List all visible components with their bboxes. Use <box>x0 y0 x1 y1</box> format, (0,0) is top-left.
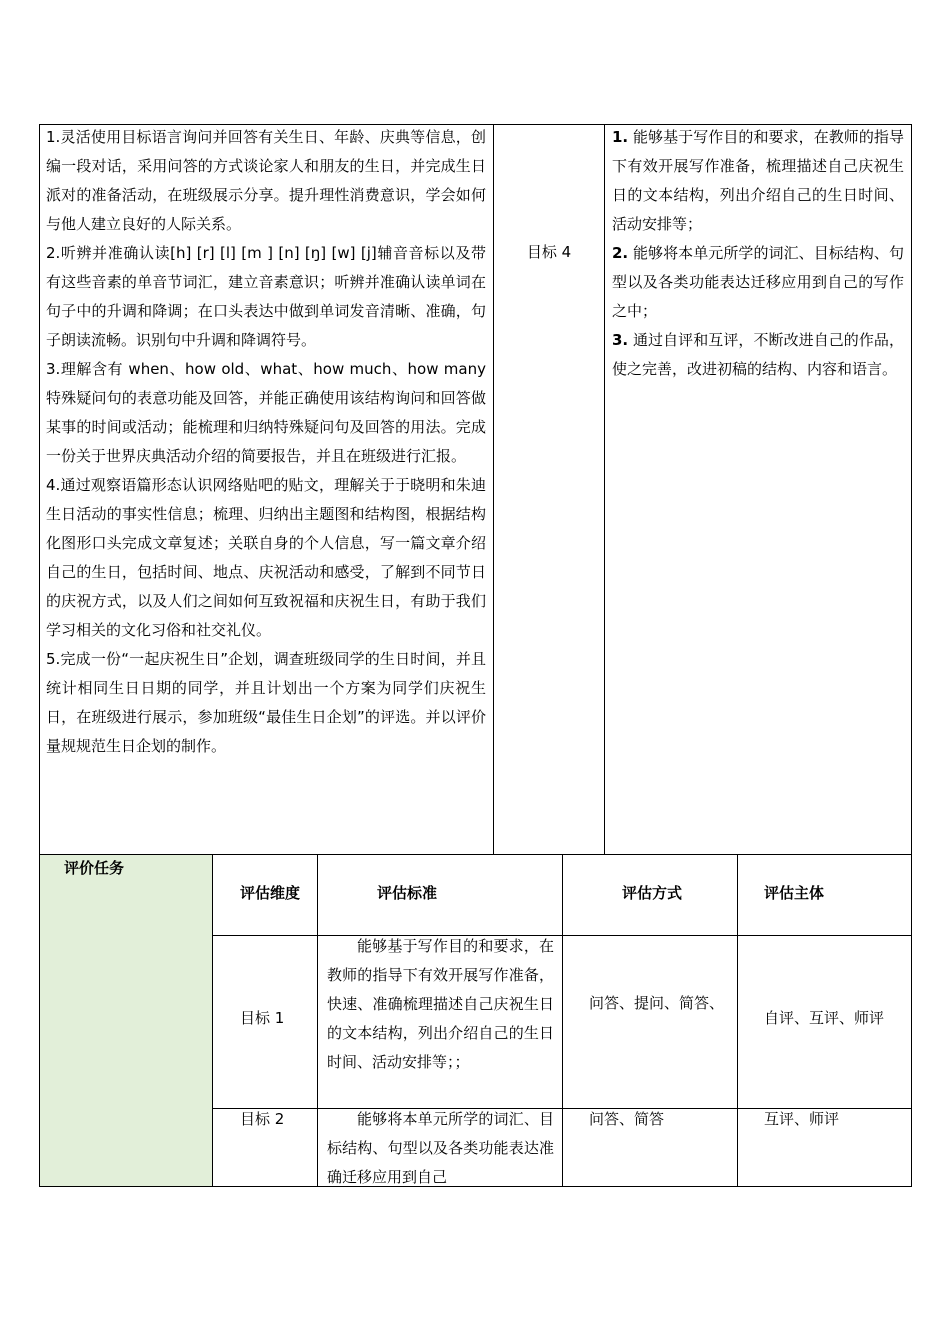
item-text: 听辨并准确认读[h] [r] [l] [m ] [n] [ŋ] [w] [j]辅音音标以及带有这些音素的单音节词汇，建立音素意识；听辨并准确认读单词在句子中的升调和降调；在口头表达中做到单词发音清晰、准确，句子朗读流畅。识别句中升调和降调符号。 <box>46 244 486 349</box>
divider <box>212 935 912 936</box>
objective-item-1 <box>46 123 486 239</box>
item-number: 1. <box>612 128 629 146</box>
table-row-1-method: 问答、提问、简答、 <box>589 994 725 1012</box>
header-subject: 评估主体 <box>764 884 825 902</box>
table-row-1-dimension: 目标 1 <box>240 1009 285 1027</box>
objective-item-5 <box>46 645 486 761</box>
objective-item-4 <box>46 471 486 645</box>
item-text: 灵活使用目标语言询问并回答有关生日、年龄、庆典等信息，创编一段对话，采用问答的方式谈论家人和朋友的生日，并完成生日派对的准备活动，在班级展示分享。提升理性消费意识，学会如何与他人建立良好的人际关系。 <box>46 128 486 233</box>
objectives-list <box>46 123 486 761</box>
objective-item-3 <box>46 355 486 471</box>
header-standard: 评估标准 <box>377 884 438 902</box>
evaluation-section-cell <box>40 855 212 1186</box>
table-row-2-dimension: 目标 2 <box>240 1110 285 1128</box>
item-number: 2. <box>46 244 61 262</box>
objective-item-2 <box>46 239 486 355</box>
table-row-2-standard: 能够将本单元所学的词汇、目标结构、句型以及各类功能表达准确迁移应用到自己 <box>327 1110 554 1186</box>
divider <box>737 854 738 1187</box>
target-label: 目标 4 <box>526 243 572 261</box>
header-method: 评估方式 <box>622 884 683 902</box>
item-text: 能够基于写作目的和要求，在教师的指导下有效开展写作准备，梳理描述自己庆祝生日的文本结构，列出介绍自己的生日时间、活动安排等； <box>612 128 904 233</box>
table-row-2-subject: 互评、师评 <box>764 1110 840 1128</box>
target-item-1 <box>612 123 904 239</box>
item-number: 3. <box>612 331 629 349</box>
divider <box>493 124 494 855</box>
item-number: 4. <box>46 476 61 494</box>
item-text: 能够将本单元所学的词汇、目标结构、句型以及各类功能表达迁移应用到自己的写作之中； <box>612 244 904 320</box>
target-item-2 <box>612 239 904 326</box>
item-text: 通过自评和互评，不断改进自己的作品，使之完善，改进初稿的结构、内容和语言。 <box>612 331 904 378</box>
item-number: 1. <box>46 128 61 146</box>
evaluation-section-label: 评价任务 <box>64 859 125 877</box>
table-row-2-method: 问答、简答 <box>589 1110 665 1128</box>
header-dimension: 评估维度 <box>240 884 301 902</box>
table-row-1-subject: 自评、互评、师评 <box>764 1009 885 1027</box>
item-number: 5. <box>46 650 61 668</box>
target-item-3 <box>612 326 904 384</box>
divider <box>317 854 318 1187</box>
divider <box>562 854 563 1187</box>
target-4-details <box>612 123 904 384</box>
item-text: 完成一份“一起庆祝生日”企划，调查班级同学的生日时间，并且统计相同生日日期的同学，并且计划出一个方案为同学们庆祝生日，在班级进行展示，参加班级“最佳生日企划”的评选。并以评价量规规范生日企划的制作。 <box>46 650 486 755</box>
item-number: 2. <box>612 244 629 262</box>
divider <box>604 124 605 855</box>
item-number: 3. <box>46 360 61 378</box>
table-row-1-standard: 能够基于写作目的和要求，在教师的指导下有效开展写作准备，快速、准确梳理描述自己庆祝生日的文本结构，列出介绍自己的生日时间、活动安排等；； <box>327 937 554 1071</box>
divider <box>212 854 213 1187</box>
item-text: 通过观察语篇形态认识网络贴吧的贴文，理解关于于晓明和朱迪生日活动的事实性信息；梳理、归纳出主题图和结构图，根据结构化图形口头完成文章复述；关联自身的个人信息，写一篇文章介绍自己的生日，包括时间、地点、庆祝活动和感受，了解到不同节日的庆祝方式，以及人们之间如何互致祝福和庆祝生日，有助于我们学习相关的文化习俗和社交礼仪。 <box>46 476 486 639</box>
item-text: 理解含有 when、how old、what、how much、how many 特殊疑问句的表意功能及回答，并能正确使用该结构询问和回答做某事的时间或活动；能梳理和归纳特殊疑问句及回答的用法。完成一份关于世界庆典活动介绍的简要报告，并且在班级进行汇报。 <box>46 360 486 465</box>
